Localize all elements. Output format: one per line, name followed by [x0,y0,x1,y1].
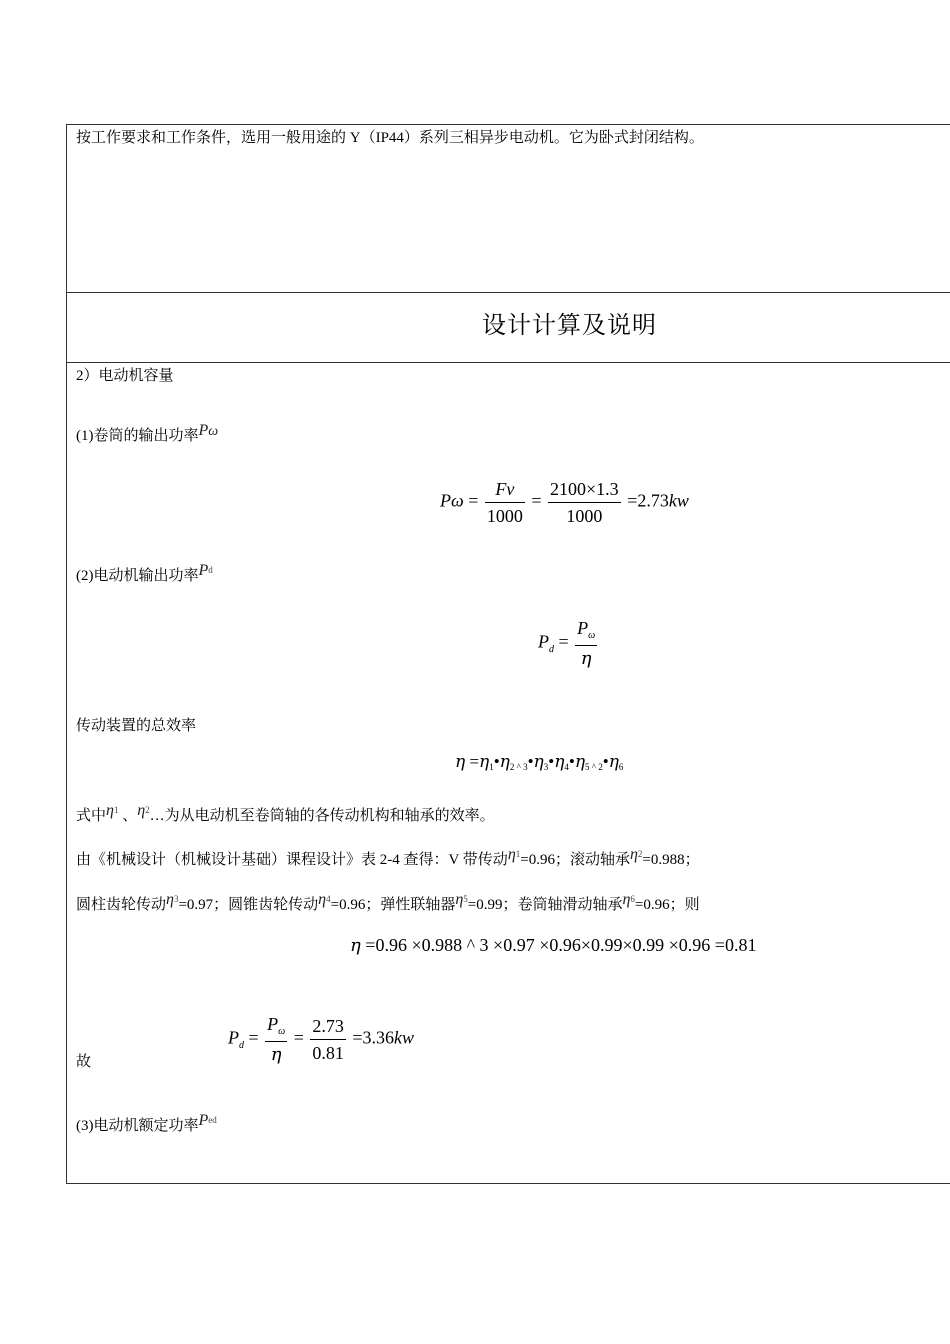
lookup2-c: =0.96；弹性联轴器 [330,897,456,913]
lookup2-e: =0.96；则 [634,897,700,913]
lookup2-eta3-sub: 3 [173,894,179,904]
header-top-rule [66,292,950,293]
eq2-fraction [575,617,597,670]
eq1-unit: kw [668,490,689,511]
therefore-label: 故 [76,1054,92,1070]
lookup2-eta6: η [622,891,631,908]
lookup2-eta5-sub: 5 [463,894,468,904]
item1-label [76,422,219,447]
where-line [76,802,495,827]
eq5-fraction1 [265,1013,287,1066]
item3-label [76,1112,217,1137]
eq2-lhs: P [538,631,549,652]
item3-text: (3)电动机额定功率 [76,1118,199,1134]
eta2-sub: 2 [145,805,150,815]
eq2-equals: = [558,631,569,652]
eq5-f1-num-sym: P [267,1014,279,1034]
lookup2-eta3: η [166,891,174,908]
eta2-symbol: η [137,802,146,819]
eq2-num-sub: ω [588,630,596,641]
item1-text: (1)卷筒的输出功率 [76,428,199,444]
eq2-num-sym: P [577,618,589,638]
table-bottom-rule [66,1183,950,1184]
where-sep: 、 [122,808,138,824]
eq5-lhs: P [228,1027,239,1048]
efficiency-label: 传动装置的总效率 [76,718,197,734]
page-title: 设计计算及说明 [482,313,657,339]
eta1-sub: 1 [113,805,119,815]
eq2-den: η [580,648,592,669]
lookup1-eta1: η [507,846,516,863]
lookup1-eta2: η [629,846,638,863]
eq5-f1-num [265,1013,287,1042]
lookup2-eta6-sub: 6 [630,894,635,904]
lookup2-eta5: η [455,891,464,908]
where-prefix: 式中 [76,808,107,824]
eq5-fraction2 [310,1015,346,1064]
eq1-lhs: P [440,490,451,511]
equation-motor-power-result [228,1013,414,1066]
eq2-num [575,617,597,646]
eq5-equals2: = [293,1027,304,1048]
lookup1-c: =0.988； [642,852,700,868]
eq1-f1-num: Fv [485,478,525,503]
eq1-f2-den: 1000 [566,506,603,526]
eq1-lhs-sub: ω [451,490,464,511]
where-suffix: …为从电动机至卷筒轴的各传动机构和轴承的效率。 [149,808,495,824]
eq1-result: =2.73 [627,490,669,511]
lookup2-b: =0.97；圆锥齿轮传动 [178,897,319,913]
item3-subscript: ed [208,1115,217,1125]
equation-efficiency-value: η =0.96 ×0.988 ^ 3 ×0.97 ×0.96×0.99×0.99 ×0.96 =0.81 [350,935,757,956]
eq1-equals2: = [531,490,542,511]
lookup1-eta2-sub: 2 [637,849,643,859]
eta1-symbol: η [106,802,114,819]
eq5-equals: = [248,1027,259,1048]
table-left-rule-body [66,362,67,1183]
intro-text: 按工作要求和工作条件，选用一般用途的 Y（IP44）系列三相异步电动机。它为卧式封闭结构。 [76,130,704,146]
lookup2-a: 圆柱齿轮传动 [76,897,167,913]
eq2-lhs-sub: d [549,643,554,655]
section-heading: 2）电动机容量 [76,368,174,384]
header-bottom-rule [66,362,950,363]
item2-label [76,562,213,587]
eq1-equals: = [468,490,479,511]
eq5-lhs-sub: d [239,1039,244,1051]
eq5-result: =3.36 [352,1027,395,1048]
item2-symbol: P [198,562,209,579]
lookup1-b: =0.96；滚动轴承 [520,852,630,868]
lookup1-eta1-sub: 1 [515,849,521,859]
eq1-fraction2 [548,478,621,527]
lookup2-eta4-sub: 4 [326,894,331,904]
lookup-line-2 [76,891,700,916]
eq5-f2-den: 0.81 [312,1043,344,1063]
eq5-f1-den: η [270,1044,282,1065]
eq1-f1-den: 1000 [486,506,523,526]
lookup-line-1 [76,846,700,871]
eq5-unit: kw [394,1027,415,1048]
item1-symbol: P [198,422,209,439]
item3-symbol: P [198,1112,209,1129]
equation-power-output [440,478,689,527]
table-top-rule [66,124,950,125]
equation-total-efficiency: η =η1•η2 ^ 3•η3•η4•η5 ^ 2•η6 [455,752,624,772]
table-left-rule-top [66,124,67,292]
table-left-rule-header [66,292,67,362]
eq5-f1-num-sub: ω [278,1026,286,1037]
eq1-f2-num: 2100×1.3 [548,478,621,503]
lookup2-d: =0.99；卷筒轴滑动轴承 [467,897,623,913]
eq5-f2-num: 2.73 [310,1015,346,1040]
lookup1-a: 由《机械设计（机械设计基础）课程设计》表 2-4 查得：V 带传动 [76,852,508,868]
item1-subscript: ω [208,424,219,439]
equation-motor-output [538,617,599,670]
eq1-fraction1 [485,478,525,527]
item2-subscript: d [208,565,213,575]
item2-text: (2)电动机输出功率 [76,568,199,584]
lookup2-eta4: η [318,891,327,908]
